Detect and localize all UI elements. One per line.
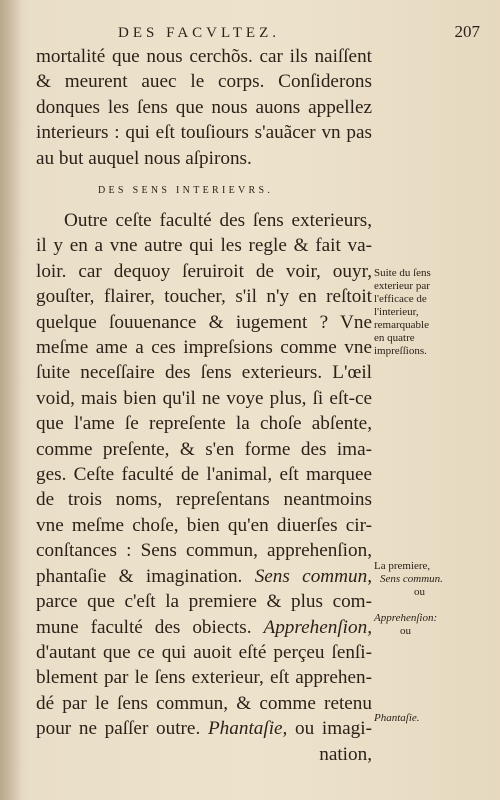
margin-note-line: Apprehenſion:	[374, 612, 438, 624]
margin-note-line: impreſſions.	[374, 345, 427, 357]
margin-note-4	[374, 712, 490, 725]
margin-note-line: Phantaſie.	[374, 712, 420, 724]
text-run: pour ne paſſer outre.	[36, 718, 208, 740]
margin-note-line: La premiere,	[374, 560, 431, 572]
text-line	[36, 564, 372, 589]
margin-note-1	[374, 267, 490, 358]
margin-note-line: Sens commun.	[380, 573, 443, 585]
text-run: phantaſie & imagination.	[36, 565, 255, 587]
text-line: quelque ſouuenance & iugement ? Vne	[36, 311, 372, 333]
text-line: conſtances : Sens commun, apprehenſion,	[36, 540, 372, 562]
text-line: void, mais bien qu'il ne voye plus, ſi eſt-ce	[36, 387, 372, 409]
gutter-shadow	[0, 0, 22, 800]
text-run: mune faculté des obiects.	[36, 616, 264, 638]
paragraph-2	[36, 208, 372, 767]
margin-note-line: l'efficace de	[374, 293, 427, 305]
text-line: que l'ame ſe repreſente la choſe abſente,	[36, 413, 372, 435]
text-line: ges. Ceſte faculté de l'animal, eſt marquee	[36, 464, 372, 486]
text-line: il y en a vne autre qui les regle & fait va-	[36, 235, 372, 257]
italic-term: Sens commun,	[254, 565, 372, 587]
text-line: gouſter, flairer, toucher, s'il n'y en reſtoit	[36, 286, 372, 308]
section-heading: DES SENS INTERIEVRS.	[98, 185, 274, 196]
italic-term: Phantaſie,	[207, 718, 288, 740]
text-line: nation,	[319, 743, 372, 765]
text-line: mortalité que nous cerchõs. car ils naiſſent	[36, 46, 372, 67]
text-line: au but auquel nous aſpirons.	[36, 147, 252, 169]
text-line: blement par le ſens exterieur, eſt apprehen-	[36, 667, 372, 689]
margin-note-line: ou	[400, 625, 411, 637]
text-line: de trois noms, repreſentans neantmoins	[36, 489, 372, 511]
paragraph-1	[36, 44, 372, 171]
margin-note-line: l'interieur,	[374, 306, 419, 318]
text-run: ou imagi-	[287, 718, 372, 740]
margin-note-line: en quatre	[374, 332, 415, 344]
page-header	[118, 22, 480, 46]
margin-note-2	[374, 560, 490, 599]
margin-note-line: exterieur par	[374, 280, 430, 292]
margin-note-line: Suite du ſens	[374, 267, 431, 279]
text-line: parce que c'eſt la premiere & plus com-	[36, 591, 372, 613]
text-line: ſuite neceſſaire des ſens exterieurs. L'œil	[36, 362, 372, 384]
italic-term: Apprehenſion,	[263, 616, 372, 638]
text-line: donques les ſens que nous auons appellez	[36, 96, 372, 118]
text-line: & meurent auec le corps. Conſiderons	[36, 71, 372, 93]
text-line: loir. car dequoy ſeruiroit de voir, ouyr,	[36, 260, 372, 282]
running-head: DES FACVLTEZ.	[118, 25, 281, 41]
margin-note-line: ou	[414, 586, 425, 598]
text-line	[36, 615, 372, 640]
text-line: d'autant que ce qui auoit eſté perçeu ſenſi-	[36, 641, 372, 663]
text-line: comme preſente, & s'en forme des ima-	[36, 438, 372, 460]
margin-note-line: remarquable	[374, 319, 429, 331]
text-line: vne meſme choſe, bien qu'en diuerſes cir-	[36, 514, 372, 536]
text-line: dé par le ſens commun, & comme retenu	[36, 692, 372, 714]
margin-note-3	[374, 612, 490, 638]
page-number: 207	[454, 22, 480, 41]
text-line: interieurs : qui eſt touſiours s'auãcer vn pas	[36, 122, 372, 144]
text-line: meſme ame a ces impreſsions comme vne	[36, 337, 372, 359]
text-line: Outre ceſte faculté des ſens exterieurs,	[64, 210, 372, 231]
text-line	[36, 716, 372, 741]
